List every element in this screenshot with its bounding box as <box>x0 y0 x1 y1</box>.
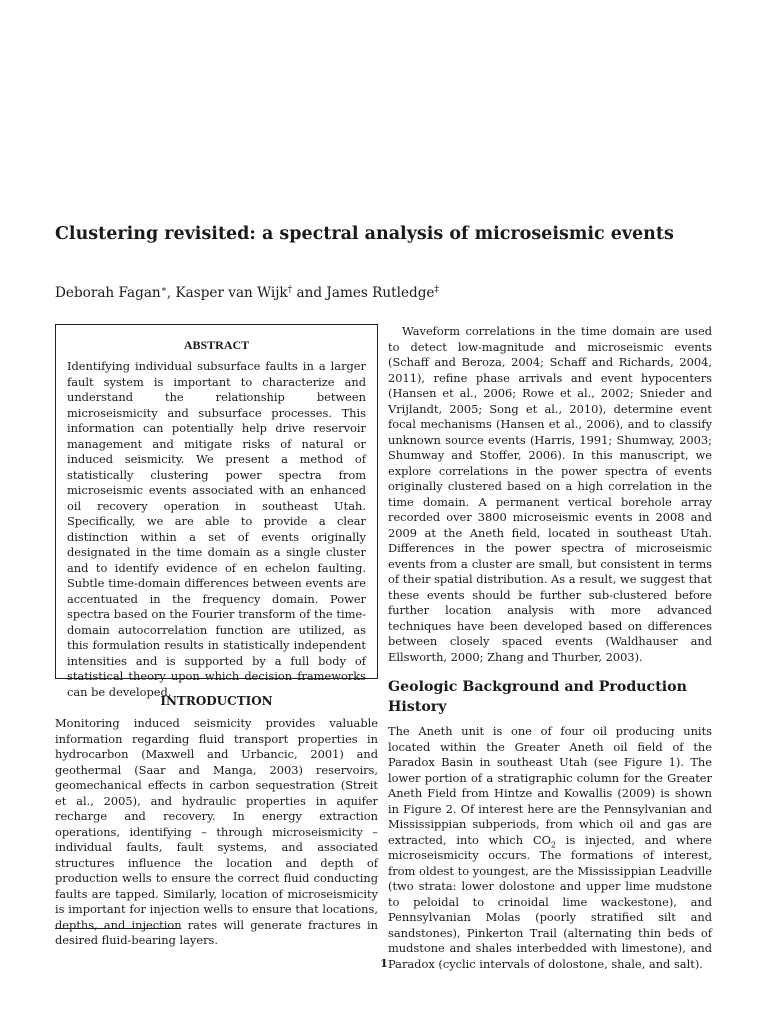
abstract-heading: ABSTRACT <box>183 338 250 352</box>
section-heading-geologic-background: Geologic Background and Production History <box>388 679 687 715</box>
body-paragraph <box>388 724 712 972</box>
author-separator: , <box>166 285 176 301</box>
page-number: 1 <box>379 956 388 970</box>
body-text: The Aneth unit is one of four oil producing units located within the Greater Aneth oil field of the Paradox Basin in southeast Utah (see Figure 1). The lower portion of a stratigraphic column for the Greater Aneth Field from Hintze and Kowallis (2009) is shown in Figure 2. Of interest here are the Pennsylvanian and Mississippian subperiods, from which oil and gas are extracted, into which CO <box>388 724 712 847</box>
abstract-text: Identifying individual subsurface faults in a larger fault system is important to characterize and understand the relationship between microseismicity and subsurface processes. This information can potentially help drive reservoir management and mitigate risks of natural or induced seismicity. We present a method of statistically clustering power spectra from microseismic events associated with an enhanced oil recovery operation in southeast Utah. Specifically, we are able to provide a clear distinction within a set of events originally designated in the time domain as a single cluster and to identify evidence of en echelon faulting. Subtle time-domain differences between events are accentuated in the frequency domain. Power spectra based on the Fourier transform of the time-domain autocorrelation function are utilized, as this formulation results in statistically independent intensities and is supported by a full body of statistical theory upon which decision frameworks can be developed. <box>67 359 366 699</box>
author-name: Deborah Fagan <box>55 285 161 301</box>
body-paragraph: Waveform correlations in the time domain are used to detect low-magnitude and microseismic events (Schaff and Beroza, 2004; Schaff and Richards, 2004, 2011), refine phase arrivals and event hypocenters (Hansen et al., 2006; Rowe et al., 2002; Snieder and Vrijlandt, 2005; Song et al., 2010), determine event focal mechanisms (Hansen et al., 2006), and to classify unknown source events (Harris, 1991; Shumway, 2003; Shumway and Stoffer, 2006). In this manuscript, we explore correlations in the power spectra of events originally clustered based on a high correlation in the time domain. A permanent vertical borehole array recorded over 3800 microseismic events in 2008 and 2009 at the Aneth field, located in southeast Utah. Differences in the power spectra of microseismic events from a cluster are small, but consistent in terms of their spatial distribution. As a result, we suggest that these events should be further sub-clustered before further location analysis with more advanced techniques have been developed based on differences between closely spaced events (Waldhauser and Ellsworth, 2000; Zhang and Thurber, 2003). <box>388 324 712 664</box>
footnote-rule <box>55 928 181 929</box>
author-name: James Rutledge <box>326 285 435 301</box>
author-list <box>55 283 715 303</box>
left-column <box>55 324 378 949</box>
introduction-paragraph: Monitoring induced seismicity provides valuable information regarding fluid transport properties in hydrocarbon (Maxwell and Urbancic, 2001) and geothermal (Saar and Manga, 2003) reservoirs, geomechanical effects in carbon sequestration (Streit et al., 2005), and hydraulic properties in aquifer recharge and recovery. In energy extraction operations, identifying – through microseismicity – individual faults, fault systems, and associated structures influence the location and depth of production wells to ensure the correct fluid conducting faults are tapped. Similarly, location of microseismicity is important for injection wells to ensure that locations, depths, and injection rates will generate fractures in desired fluid-bearing layers. <box>55 716 378 947</box>
introduction-heading: INTRODUCTION <box>160 694 273 708</box>
abstract-box <box>55 324 378 699</box>
author-footnote-mark: ‡ <box>434 285 439 295</box>
body-text: is injected, and where microseismicity occurs. The formations of interest, from oldest to youngest, are the Mississippian Leadville (two strata: lower dolostone and upper lime mudstone to peloidal to crinoidal lime wackestone), and Pennsylvanian Molas (poorly stratified silt and sandstones), Pinkerton Trail (alternating thin beds of mudstone and shales interbedded with limestone), and Paradox (cyclic intervals of dolostone, shale, and salt). <box>388 832 712 971</box>
author-footnote-mark: † <box>287 285 293 295</box>
author-footnote-mark: ∗ <box>160 285 167 295</box>
right-column <box>388 324 712 972</box>
paper-title: Clustering revisited: a spectral analysis of microseismic events <box>55 224 674 244</box>
subscript: 2 <box>550 839 556 849</box>
author-separator: and <box>292 285 327 301</box>
author-name: Kasper van Wijk <box>175 285 288 301</box>
